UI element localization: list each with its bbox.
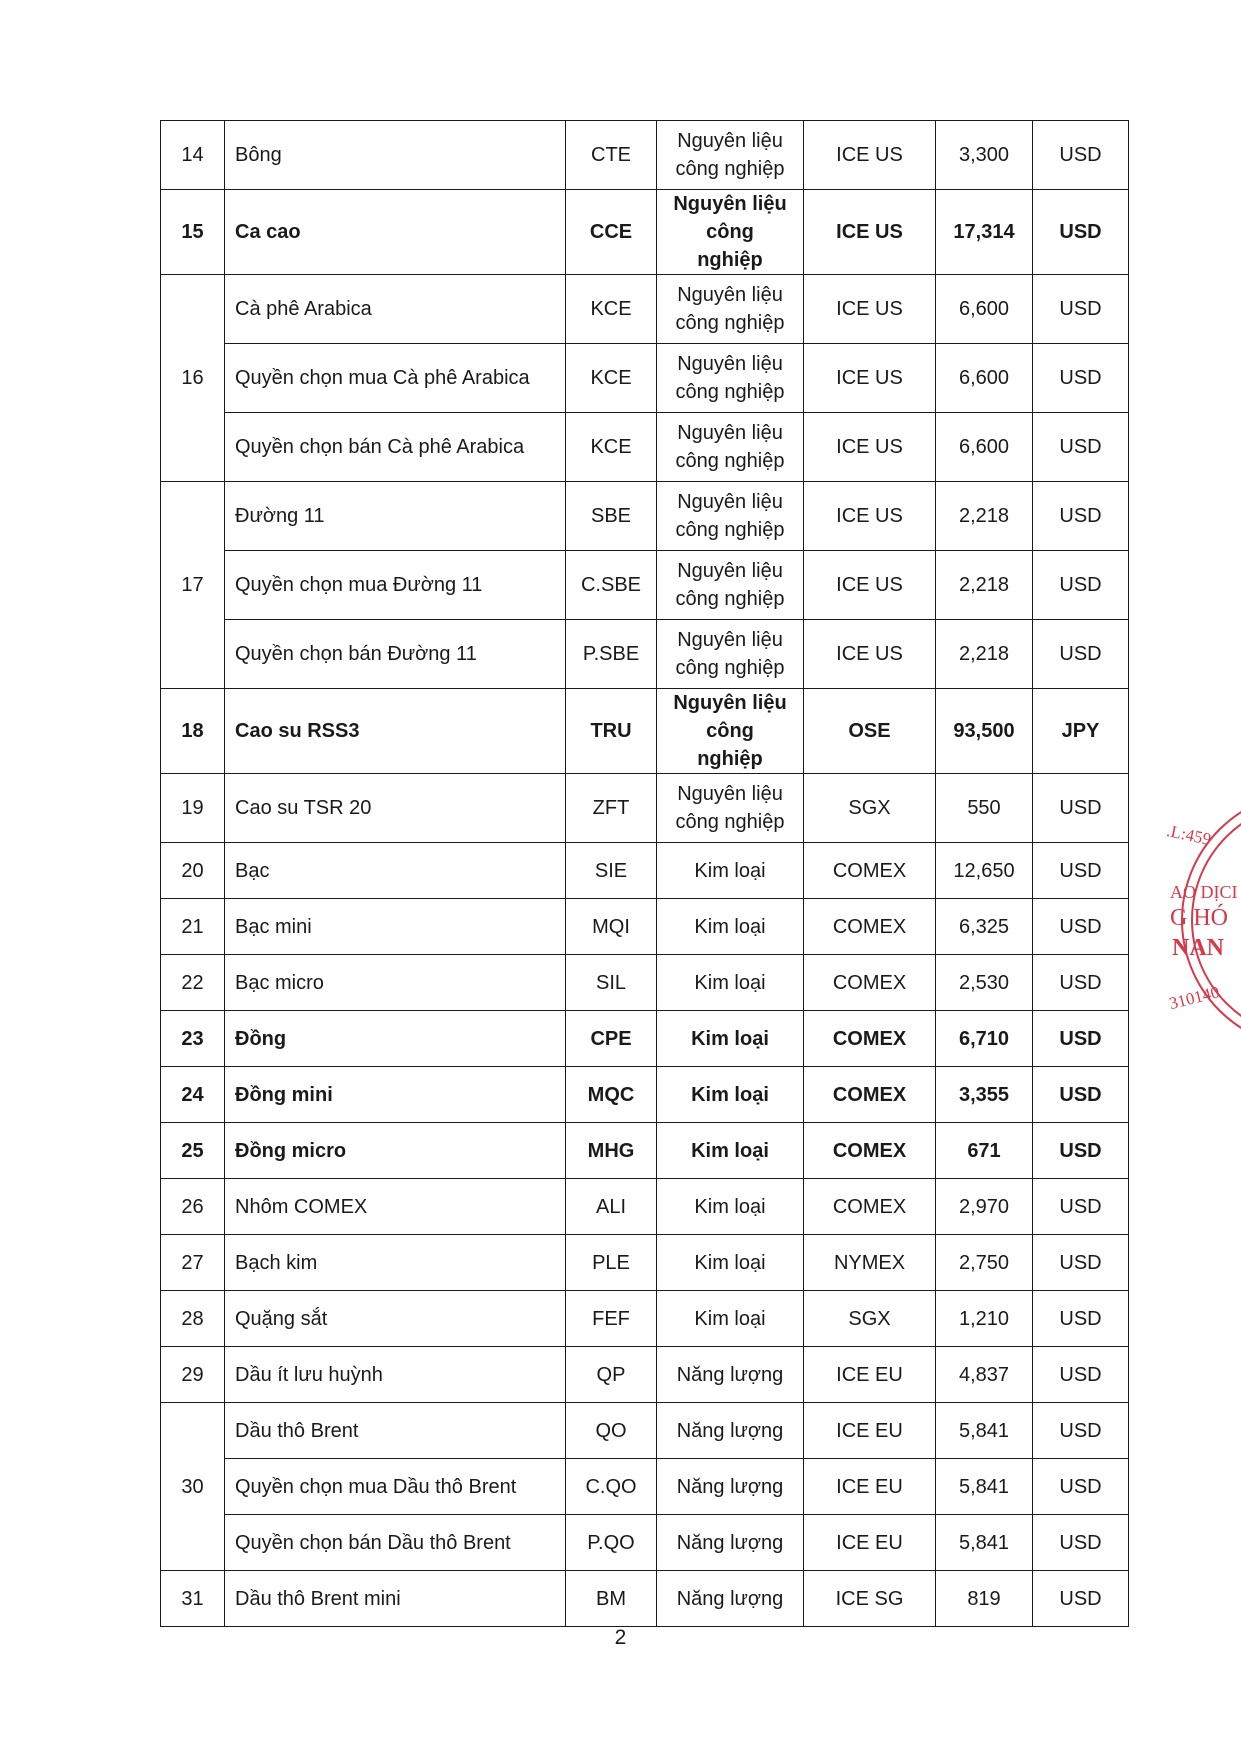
commodity-code: C.SBE	[566, 551, 657, 620]
table-row	[161, 1123, 1129, 1179]
margin-value: 5,841	[936, 1515, 1033, 1571]
commodity-name: Bạch kim	[225, 1235, 566, 1291]
currency: USD	[1033, 1235, 1129, 1291]
exchange: ICE US	[804, 620, 936, 689]
commodity-group: Năng lượng	[657, 1571, 804, 1627]
commodity-group: Kim loại	[657, 843, 804, 899]
row-number: 19	[161, 774, 225, 843]
commodity-code: PLE	[566, 1235, 657, 1291]
commodity-name: Cà phê Arabica	[225, 275, 566, 344]
currency: USD	[1033, 1515, 1129, 1571]
table-row	[161, 190, 1129, 275]
exchange: COMEX	[804, 1011, 936, 1067]
commodity-group: Năng lượng	[657, 1347, 804, 1403]
currency: USD	[1033, 275, 1129, 344]
currency: USD	[1033, 955, 1129, 1011]
commodity-code: TRU	[566, 689, 657, 774]
currency: USD	[1033, 482, 1129, 551]
currency: USD	[1033, 1403, 1129, 1459]
currency: USD	[1033, 344, 1129, 413]
table-row	[161, 843, 1129, 899]
margin-table	[160, 120, 1129, 1627]
exchange: ICE US	[804, 344, 936, 413]
currency: USD	[1033, 1571, 1129, 1627]
margin-value: 6,600	[936, 344, 1033, 413]
commodity-name: Bạc mini	[225, 899, 566, 955]
table-row	[161, 551, 1129, 620]
currency: USD	[1033, 1347, 1129, 1403]
commodity-name: Quặng sắt	[225, 1291, 566, 1347]
table-row	[161, 413, 1129, 482]
margin-value: 6,710	[936, 1011, 1033, 1067]
stamp-line-2: AO DỊCI	[1170, 882, 1238, 902]
margin-value: 671	[936, 1123, 1033, 1179]
commodity-code: CPE	[566, 1011, 657, 1067]
margin-value: 2,530	[936, 955, 1033, 1011]
commodity-group: Năng lượng	[657, 1515, 804, 1571]
exchange: ICE US	[804, 275, 936, 344]
table-row	[161, 482, 1129, 551]
exchange: ICE EU	[804, 1515, 936, 1571]
margin-value: 3,300	[936, 121, 1033, 190]
currency: USD	[1033, 1291, 1129, 1347]
commodity-name: Quyền chọn bán Đường 11	[225, 620, 566, 689]
row-number: 17	[161, 482, 225, 689]
commodity-name: Quyền chọn mua Dầu thô Brent	[225, 1459, 566, 1515]
commodity-name: Đồng mini	[225, 1067, 566, 1123]
margin-value: 2,218	[936, 482, 1033, 551]
exchange: COMEX	[804, 1123, 936, 1179]
commodity-group: Nguyên liệu công nghiệp	[657, 482, 804, 551]
commodity-group: Nguyên liệu công nghiệp	[657, 620, 804, 689]
margin-value: 2,750	[936, 1235, 1033, 1291]
currency: USD	[1033, 843, 1129, 899]
exchange: ICE EU	[804, 1403, 936, 1459]
commodity-code: KCE	[566, 344, 657, 413]
commodity-name: Nhôm COMEX	[225, 1179, 566, 1235]
currency: USD	[1033, 1011, 1129, 1067]
table-row	[161, 899, 1129, 955]
stamp-line-1: .L:459	[1164, 821, 1213, 849]
exchange: ICE US	[804, 482, 936, 551]
currency: USD	[1033, 774, 1129, 843]
currency: JPY	[1033, 689, 1129, 774]
page-number: 2	[614, 1626, 627, 1649]
commodity-code: SIL	[566, 955, 657, 1011]
table-row	[161, 1571, 1129, 1627]
commodity-code: SIE	[566, 843, 657, 899]
exchange: ICE US	[804, 190, 936, 275]
margin-value: 6,600	[936, 413, 1033, 482]
commodity-name: Dầu thô Brent mini	[225, 1571, 566, 1627]
commodity-name: Cao su TSR 20	[225, 774, 566, 843]
commodity-code: ALI	[566, 1179, 657, 1235]
commodity-group: Kim loại	[657, 1011, 804, 1067]
commodity-code: MQI	[566, 899, 657, 955]
commodity-group: Kim loại	[657, 1235, 804, 1291]
table-row	[161, 955, 1129, 1011]
commodity-name: Đồng micro	[225, 1123, 566, 1179]
commodity-group: Kim loại	[657, 899, 804, 955]
commodity-group: Kim loại	[657, 955, 804, 1011]
table-row	[161, 1235, 1129, 1291]
commodity-code: QO	[566, 1403, 657, 1459]
currency: USD	[1033, 190, 1129, 275]
commodity-group: Nguyên liệu công nghiệp	[657, 551, 804, 620]
row-number: 29	[161, 1347, 225, 1403]
table-row	[161, 1459, 1129, 1515]
commodity-name: Quyền chọn bán Cà phê Arabica	[225, 413, 566, 482]
commodity-group: Kim loại	[657, 1067, 804, 1123]
table-row	[161, 1291, 1129, 1347]
commodity-code: C.QO	[566, 1459, 657, 1515]
margin-value: 550	[936, 774, 1033, 843]
commodity-name: Quyền chọn mua Cà phê Arabica	[225, 344, 566, 413]
row-number: 18	[161, 689, 225, 774]
commodity-code: SBE	[566, 482, 657, 551]
commodity-name: Ca cao	[225, 190, 566, 275]
margin-value: 93,500	[936, 689, 1033, 774]
row-number: 16	[161, 275, 225, 482]
row-number: 30	[161, 1403, 225, 1571]
commodity-code: CCE	[566, 190, 657, 275]
commodity-name: Dầu thô Brent	[225, 1403, 566, 1459]
commodity-code: CTE	[566, 121, 657, 190]
table-row	[161, 1011, 1129, 1067]
margin-value: 3,355	[936, 1067, 1033, 1123]
currency: USD	[1033, 1123, 1129, 1179]
commodity-name: Đường 11	[225, 482, 566, 551]
margin-value: 5,841	[936, 1459, 1033, 1515]
exchange: NYMEX	[804, 1235, 936, 1291]
table-row	[161, 121, 1129, 190]
margin-value: 2,970	[936, 1179, 1033, 1235]
commodity-group: Nguyên liệu công nghiệp	[657, 774, 804, 843]
exchange: ICE US	[804, 551, 936, 620]
margin-value: 5,841	[936, 1403, 1033, 1459]
commodity-name: Cao su RSS3	[225, 689, 566, 774]
commodity-name: Quyền chọn mua Đường 11	[225, 551, 566, 620]
commodity-group: Nguyên liệu công nghiệp	[657, 689, 804, 774]
table-row	[161, 1347, 1129, 1403]
currency: USD	[1033, 1067, 1129, 1123]
commodity-group: Nguyên liệu công nghiệp	[657, 190, 804, 275]
commodity-code: KCE	[566, 413, 657, 482]
commodity-group: Năng lượng	[657, 1459, 804, 1515]
commodity-code: QP	[566, 1347, 657, 1403]
commodity-code: P.QO	[566, 1515, 657, 1571]
commodity-group: Năng lượng	[657, 1403, 804, 1459]
margin-value: 6,600	[936, 275, 1033, 344]
exchange: ICE US	[804, 121, 936, 190]
commodity-group: Nguyên liệu công nghiệp	[657, 275, 804, 344]
exchange: COMEX	[804, 1179, 936, 1235]
exchange: ICE US	[804, 413, 936, 482]
commodity-name: Đồng	[225, 1011, 566, 1067]
row-number: 28	[161, 1291, 225, 1347]
commodity-code: ZFT	[566, 774, 657, 843]
table-row	[161, 774, 1129, 843]
row-number: 14	[161, 121, 225, 190]
commodity-group: Nguyên liệu công nghiệp	[657, 413, 804, 482]
exchange: COMEX	[804, 899, 936, 955]
margin-value: 6,325	[936, 899, 1033, 955]
exchange: ICE EU	[804, 1459, 936, 1515]
commodity-name: Bạc micro	[225, 955, 566, 1011]
currency: USD	[1033, 1179, 1129, 1235]
stamp-line-5: 310140	[1167, 982, 1222, 1014]
row-number: 25	[161, 1123, 225, 1179]
margin-value: 1,210	[936, 1291, 1033, 1347]
currency: USD	[1033, 121, 1129, 190]
currency: USD	[1033, 899, 1129, 955]
row-number: 21	[161, 899, 225, 955]
commodity-name: Quyền chọn bán Dầu thô Brent	[225, 1515, 566, 1571]
margin-value: 4,837	[936, 1347, 1033, 1403]
margin-value: 2,218	[936, 620, 1033, 689]
commodity-name: Bạc	[225, 843, 566, 899]
commodity-name: Bông	[225, 121, 566, 190]
exchange: ICE EU	[804, 1347, 936, 1403]
margin-value: 2,218	[936, 551, 1033, 620]
row-number: 26	[161, 1179, 225, 1235]
table-row	[161, 344, 1129, 413]
row-number: 15	[161, 190, 225, 275]
stamp-line-4: NAN	[1172, 935, 1224, 961]
table-row	[161, 620, 1129, 689]
row-number: 22	[161, 955, 225, 1011]
commodity-code: KCE	[566, 275, 657, 344]
exchange: COMEX	[804, 1067, 936, 1123]
table-row	[161, 1067, 1129, 1123]
currency: USD	[1033, 620, 1129, 689]
row-number: 31	[161, 1571, 225, 1627]
exchange: COMEX	[804, 843, 936, 899]
table-row	[161, 1403, 1129, 1459]
commodity-group: Kim loại	[657, 1291, 804, 1347]
table-row	[161, 689, 1129, 774]
commodity-code: MQC	[566, 1067, 657, 1123]
currency: USD	[1033, 413, 1129, 482]
table-row	[161, 1179, 1129, 1235]
exchange: SGX	[804, 1291, 936, 1347]
exchange: ICE SG	[804, 1571, 936, 1627]
row-number: 24	[161, 1067, 225, 1123]
commodity-name: Dầu ít lưu huỳnh	[225, 1347, 566, 1403]
currency: USD	[1033, 1459, 1129, 1515]
exchange: SGX	[804, 774, 936, 843]
commodity-group: Nguyên liệu công nghiệp	[657, 121, 804, 190]
row-number: 27	[161, 1235, 225, 1291]
exchange: COMEX	[804, 955, 936, 1011]
commodity-code: FEF	[566, 1291, 657, 1347]
currency: USD	[1033, 551, 1129, 620]
margin-value: 819	[936, 1571, 1033, 1627]
margin-value: 17,314	[936, 190, 1033, 275]
commodity-group: Kim loại	[657, 1179, 804, 1235]
commodity-code: BM	[566, 1571, 657, 1627]
exchange: OSE	[804, 689, 936, 774]
commodity-code: MHG	[566, 1123, 657, 1179]
row-number: 20	[161, 843, 225, 899]
commodity-code: P.SBE	[566, 620, 657, 689]
table-row	[161, 1515, 1129, 1571]
row-number: 23	[161, 1011, 225, 1067]
commodity-group: Kim loại	[657, 1123, 804, 1179]
margin-value: 12,650	[936, 843, 1033, 899]
table-row	[161, 275, 1129, 344]
stamp-line-3: G HÓ	[1170, 905, 1228, 931]
commodity-group: Nguyên liệu công nghiệp	[657, 344, 804, 413]
red-seal-stamp	[1160, 795, 1241, 1045]
